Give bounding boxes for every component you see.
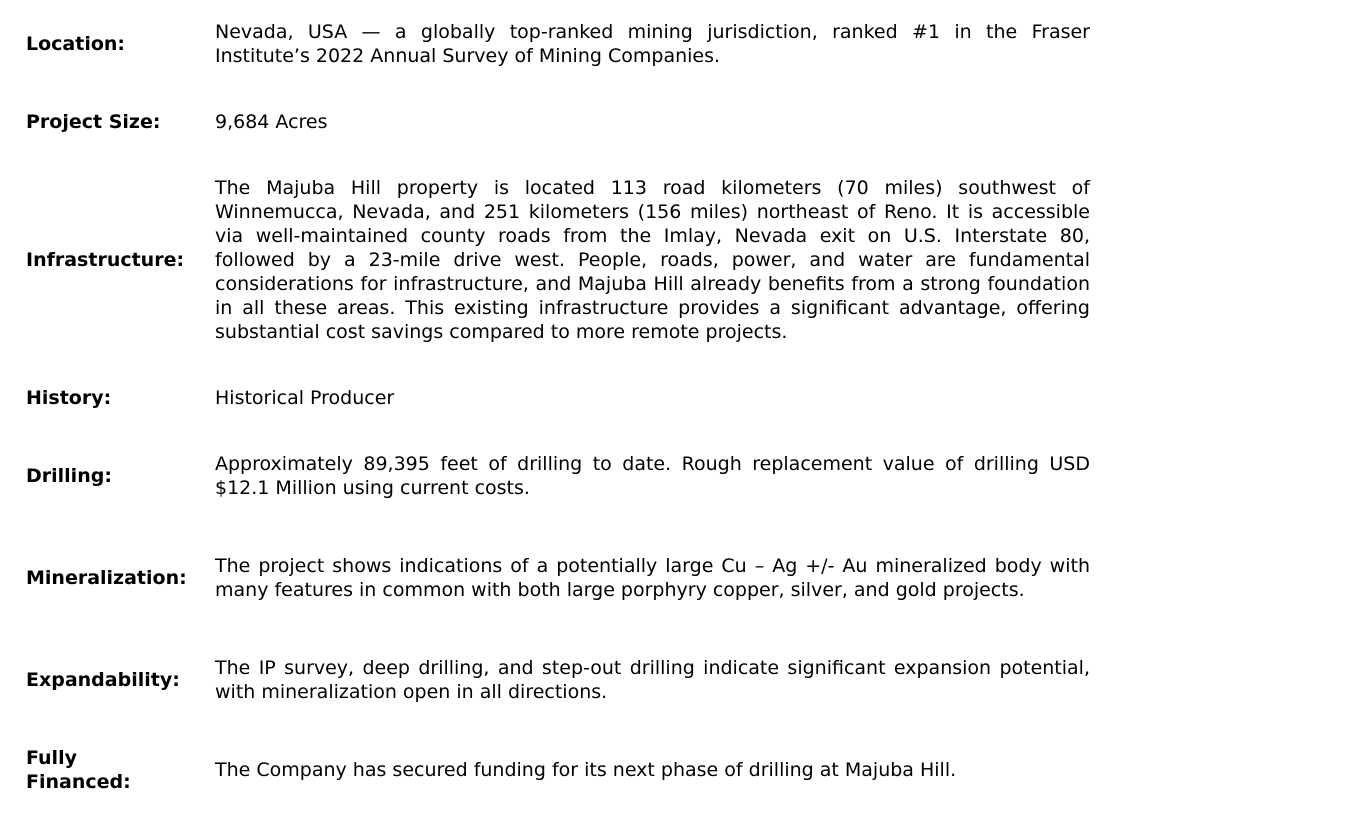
drilling-label: Drilling: bbox=[26, 465, 112, 487]
row-mineralization bbox=[26, 542, 1090, 614]
row-expandability bbox=[26, 656, 1090, 704]
project-size-label: Project Size: bbox=[26, 111, 161, 133]
fully-financed-label: Fully Financed: bbox=[26, 747, 131, 793]
fully-financed-value: The Company has secured funding for its next phase of drilling at Majuba Hill. bbox=[215, 759, 957, 781]
row-project-size bbox=[26, 110, 1090, 134]
drilling-value: Approximately 89,395 feet of drilling to date. Rough replacement value of drilling USD $12.1 Million using current costs. bbox=[215, 453, 1090, 499]
row-infrastructure bbox=[26, 176, 1090, 344]
infrastructure-label: Infrastructure: bbox=[26, 249, 185, 271]
expandability-value: The IP survey, deep drilling, and step-out drilling indicate significant expansion potential, with mineralization open in all directions. bbox=[215, 657, 1090, 703]
row-fully-financed bbox=[26, 746, 1090, 794]
row-location bbox=[26, 20, 1090, 68]
expandability-label: Expandability: bbox=[26, 669, 180, 691]
location-value: Nevada, USA — a globally top-ranked mining jurisdiction, ranked #1 in the Fraser Institute’s 2022 Annual Survey of Mining Companies. bbox=[215, 21, 1090, 67]
row-history bbox=[26, 386, 1090, 410]
infrastructure-value: The Majuba Hill property is located 113 road kilometers (70 miles) southwest of Winnemucca, Nevada, and 251 kilometers (156 miles) northeast of Reno. It is accessible via well-maintained county roads from the Imlay, Nevada exit on U.S. Interstate 80, followed by a 23-mile drive west. People, roads, power, and water are fundamental considerations for infrastructure, and Majuba Hill already benefits from a strong foundation in all these areas. This existing infrastructure provides a significant advantage, offering substantial cost savings compared to more remote projects. bbox=[215, 177, 1090, 343]
mineralization-label: Mineralization: bbox=[26, 567, 187, 589]
location-label: Location: bbox=[26, 33, 126, 55]
mineralization-value: The project shows indications of a potentially large Cu – Ag +/- Au mineralized body with many features in common with both large porphyry copper, silver, and gold projects. bbox=[215, 555, 1090, 601]
history-label: History: bbox=[26, 387, 112, 409]
row-drilling bbox=[26, 452, 1090, 500]
project-size-value: 9,684 Acres bbox=[215, 111, 328, 133]
history-value: Historical Producer bbox=[215, 387, 395, 409]
